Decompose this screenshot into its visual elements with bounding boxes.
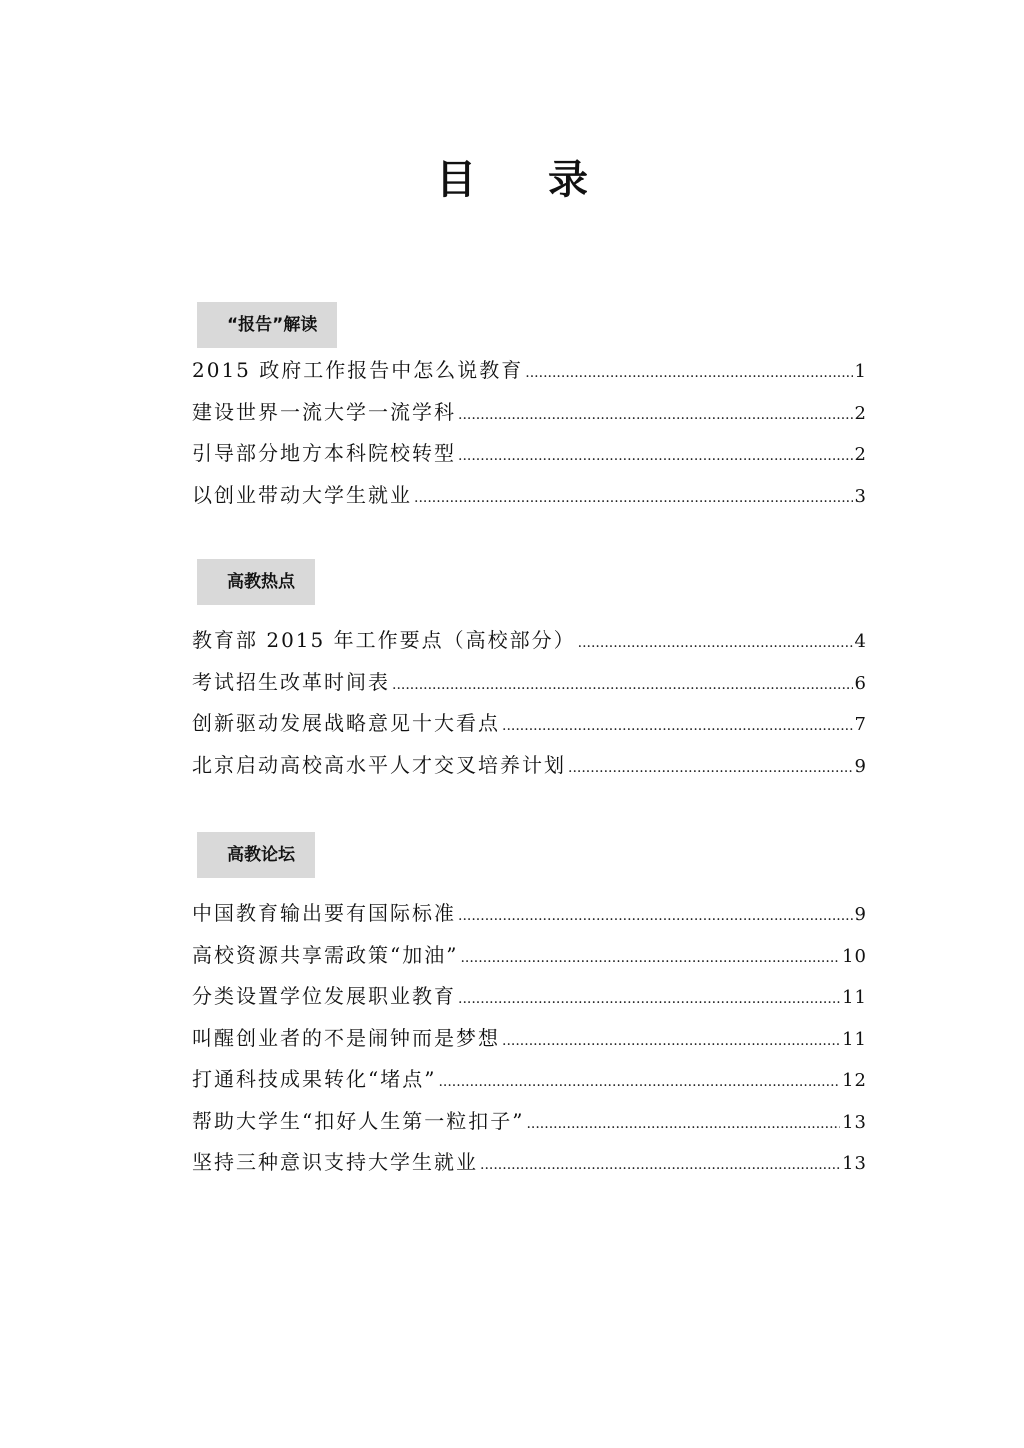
leader-dots bbox=[414, 478, 853, 520]
toc-entry-page: 9 bbox=[854, 755, 867, 777]
toc-entry-page: 7 bbox=[854, 714, 867, 735]
leader-dots bbox=[392, 665, 853, 707]
toc-entry-page: 13 bbox=[842, 1153, 867, 1174]
toc-entry-title: 教育部 2015 年工作要点（高校部分） bbox=[192, 628, 576, 652]
toc-entry-title: 坚持三种意识支持大学生就业 bbox=[192, 1150, 478, 1174]
toc-entry-title: 打通科技成果转化“堵点” bbox=[192, 1067, 437, 1091]
leader-dots bbox=[458, 979, 840, 1021]
leader-dots bbox=[502, 706, 853, 748]
leader-dots bbox=[460, 938, 840, 980]
section-header: 高教论坛 bbox=[197, 832, 315, 878]
toc-entry-title: 叫醒创业者的不是闹钟而是梦想 bbox=[192, 1025, 500, 1050]
toc-entry-title: 北京启动高校高水平人才交叉培养计划 bbox=[192, 752, 566, 777]
toc-entry-page: 6 bbox=[854, 672, 867, 694]
toc-entry[interactable] bbox=[192, 392, 867, 434]
toc-entry-page: 2 bbox=[854, 402, 867, 424]
toc-list bbox=[192, 620, 867, 786]
toc-entry-title: 建设世界一流大学一流学科 bbox=[192, 399, 456, 424]
toc-entry-title: 引导部分地方本科院校转型 bbox=[192, 441, 456, 465]
section-header: “报告”解读 bbox=[197, 302, 337, 348]
toc-entry[interactable] bbox=[192, 1018, 867, 1060]
toc-section-report bbox=[192, 302, 867, 516]
toc-entry[interactable] bbox=[192, 433, 867, 475]
toc-list bbox=[192, 350, 867, 516]
toc-list bbox=[192, 893, 867, 1184]
toc-entry-title: 帮助大学生“扣好人生第一粒扣子” bbox=[192, 1108, 525, 1133]
leader-dots bbox=[480, 1145, 840, 1187]
toc-entry-title: 分类设置学位发展职业教育 bbox=[192, 984, 456, 1008]
toc-entry-page: 3 bbox=[854, 485, 867, 507]
leader-dots bbox=[458, 395, 853, 437]
page-title-char-1: 目 bbox=[436, 157, 476, 203]
toc-entry-title: 高校资源共享需政策“加油” bbox=[192, 942, 459, 967]
toc-section-hot-topics bbox=[192, 559, 867, 786]
toc-entry-title: 考试招生改革时间表 bbox=[192, 669, 390, 694]
leader-dots bbox=[525, 353, 852, 395]
page-title-char-2: 录 bbox=[548, 157, 588, 203]
toc-entry-page: 11 bbox=[842, 987, 867, 1008]
toc-entry[interactable] bbox=[192, 475, 867, 517]
toc-entry[interactable] bbox=[192, 745, 867, 787]
toc-entry-title: 以创业带动大学生就业 bbox=[192, 482, 412, 507]
toc-entry-page: 12 bbox=[842, 1070, 867, 1091]
toc-entry-title: 2015 政府工作报告中怎么说教育 bbox=[192, 358, 524, 382]
toc-entry-page: 11 bbox=[842, 1028, 867, 1050]
leader-dots bbox=[438, 1062, 840, 1104]
leader-dots bbox=[458, 896, 853, 938]
leader-dots bbox=[458, 436, 853, 478]
toc-entry-page: 9 bbox=[854, 904, 867, 925]
toc-section-forum bbox=[192, 832, 867, 1184]
leader-dots bbox=[568, 748, 853, 790]
leader-dots bbox=[502, 1021, 840, 1063]
toc-entry[interactable] bbox=[192, 703, 867, 745]
toc-entry[interactable] bbox=[192, 662, 867, 704]
toc-entry-page: 2 bbox=[854, 444, 867, 465]
toc-entry[interactable] bbox=[192, 935, 867, 977]
page-title bbox=[0, 150, 1024, 210]
toc-entry-page: 13 bbox=[842, 1111, 867, 1133]
leader-dots bbox=[578, 623, 853, 665]
toc-entry[interactable] bbox=[192, 1101, 867, 1143]
toc-entry-title: 创新驱动发展战略意见十大看点 bbox=[192, 711, 500, 735]
toc-entry-page: 1 bbox=[854, 361, 867, 382]
toc-entry[interactable] bbox=[192, 976, 867, 1018]
toc-entry[interactable] bbox=[192, 1059, 867, 1101]
toc-entry[interactable] bbox=[192, 893, 867, 935]
toc-entry[interactable] bbox=[192, 1142, 867, 1184]
toc-entry[interactable] bbox=[192, 350, 867, 392]
toc-entry-page: 10 bbox=[842, 945, 867, 967]
toc-entry-title: 中国教育输出要有国际标准 bbox=[192, 901, 456, 925]
toc-entry[interactable] bbox=[192, 620, 867, 662]
toc-entry-page: 4 bbox=[854, 631, 867, 652]
leader-dots bbox=[526, 1104, 840, 1146]
section-header: 高教热点 bbox=[197, 559, 315, 605]
